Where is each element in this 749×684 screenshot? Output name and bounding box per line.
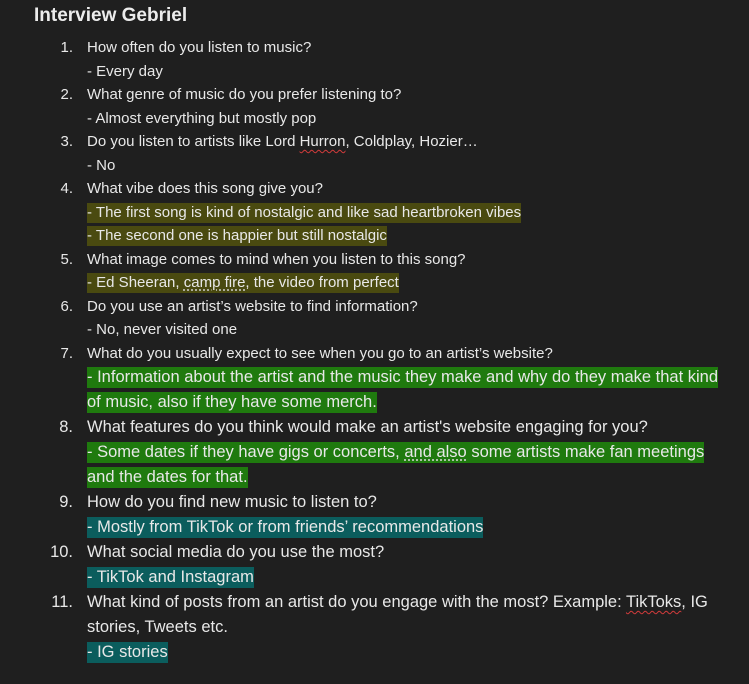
question-text-part: What kind of posts from an artist do you engage with the most? Example: (87, 593, 626, 611)
question-text: What genre of music do you prefer listening to? (87, 86, 402, 103)
answer-dash: - (87, 368, 98, 386)
question-text: How often do you listen to music? (87, 39, 312, 56)
list-item (34, 415, 725, 490)
question-text-part: , Coldplay, Hozier… (345, 133, 478, 150)
answer-text-part: Some dates if they have gigs or concerts, (97, 443, 405, 461)
answer-dash: - (87, 227, 96, 244)
highlighted-answer (87, 517, 483, 538)
answer-text-part: some artists make fan meetings and the dates for that. (87, 443, 705, 486)
list-item (34, 130, 725, 177)
list-item (34, 36, 725, 83)
document-title: Interview Gebriel (34, 5, 188, 26)
highlighted-answer (87, 226, 387, 246)
list-number: 11. (51, 593, 73, 611)
list-item (34, 590, 725, 665)
answer-text (87, 515, 725, 540)
question-text: How do you find new music to listen to? (87, 493, 377, 511)
answer-text (87, 440, 725, 490)
list-item (34, 177, 725, 248)
answer-text: - Every day (87, 62, 163, 80)
list-number: 2. (60, 86, 73, 103)
highlighted-answer (87, 367, 718, 413)
question-list (34, 36, 725, 665)
list-item (34, 83, 725, 130)
answer-text (87, 640, 725, 665)
misspelled-word[interactable]: Hurron (299, 133, 346, 150)
answer-text-part: Mostly from TikTok or from friends’ recommendations (97, 518, 484, 536)
question-text-part: Do you listen to artists like Lord (87, 133, 300, 150)
answer-text (87, 271, 725, 295)
list-number: 9. (59, 493, 73, 511)
highlighted-answer (87, 273, 399, 293)
answer-text: - Almost everything but mostly pop (87, 109, 317, 127)
list-number: 5. (60, 250, 73, 268)
list-item (34, 342, 725, 416)
question-text: What vibe does this song give you? (87, 180, 323, 197)
question-text: What image comes to mind when you listen to this song? (87, 250, 466, 268)
answer-text (87, 365, 725, 415)
list-number: 8. (59, 418, 73, 436)
question-text: What social media do you use the most? (87, 543, 385, 561)
list-number: 3. (60, 133, 73, 150)
answer-text (87, 224, 725, 248)
highlighted-answer (87, 567, 254, 588)
grammar-suggestion[interactable]: and also (404, 443, 467, 461)
list-number: 10. (50, 543, 73, 561)
question-text-part: , IG stories, Tweets etc. (87, 593, 708, 636)
question-text (87, 590, 725, 640)
list-number: 7. (60, 344, 73, 362)
answer-text (87, 565, 725, 590)
list-number: 6. (60, 297, 73, 315)
answer-dash: - (87, 443, 98, 461)
highlighted-answer (87, 642, 168, 663)
answer-text-part: Ed Sheeran, (96, 274, 184, 291)
question-text: What features do you think would make an artist's website engaging for you? (87, 418, 648, 436)
answer-text (87, 201, 725, 225)
highlighted-answer (87, 203, 521, 223)
list-item (34, 540, 725, 590)
answer-dash: - (87, 274, 97, 291)
answer-text-part: The second one is happier but still nostalgic (95, 227, 387, 244)
question-text: What do you usually expect to see when you go to an artist’s website? (87, 344, 553, 362)
answer-text-part: IG stories (97, 643, 168, 661)
question-text: Do you use an artist’s website to find information? (87, 297, 418, 315)
list-item (34, 490, 725, 540)
answer-text-part: Information about the artist and the music they make and why do they make that kind of music, also if they have some merch. (87, 368, 719, 411)
answer-dash: - (87, 568, 97, 586)
answer-text: - No (87, 156, 116, 174)
question-text (87, 130, 725, 154)
highlighted-answer (87, 442, 704, 488)
answer-text-part: TikTok and Instagram (96, 568, 254, 586)
misspelled-word[interactable]: TikToks (625, 593, 682, 611)
answer-dash: - (87, 643, 98, 661)
answer-dash: - (87, 203, 96, 221)
grammar-suggestion[interactable]: camp fire (183, 274, 246, 291)
list-item (34, 295, 725, 342)
answer-text-part: , the video from perfect (245, 274, 399, 291)
answer-text: - No, never visited one (87, 321, 238, 338)
list-number: 1. (60, 39, 73, 56)
answer-dash: - (87, 518, 98, 536)
list-item (34, 248, 725, 295)
answer-text-part: The first song is kind of nostalgic and like sad heartbroken vibes (95, 203, 522, 221)
list-number: 4. (60, 180, 73, 197)
